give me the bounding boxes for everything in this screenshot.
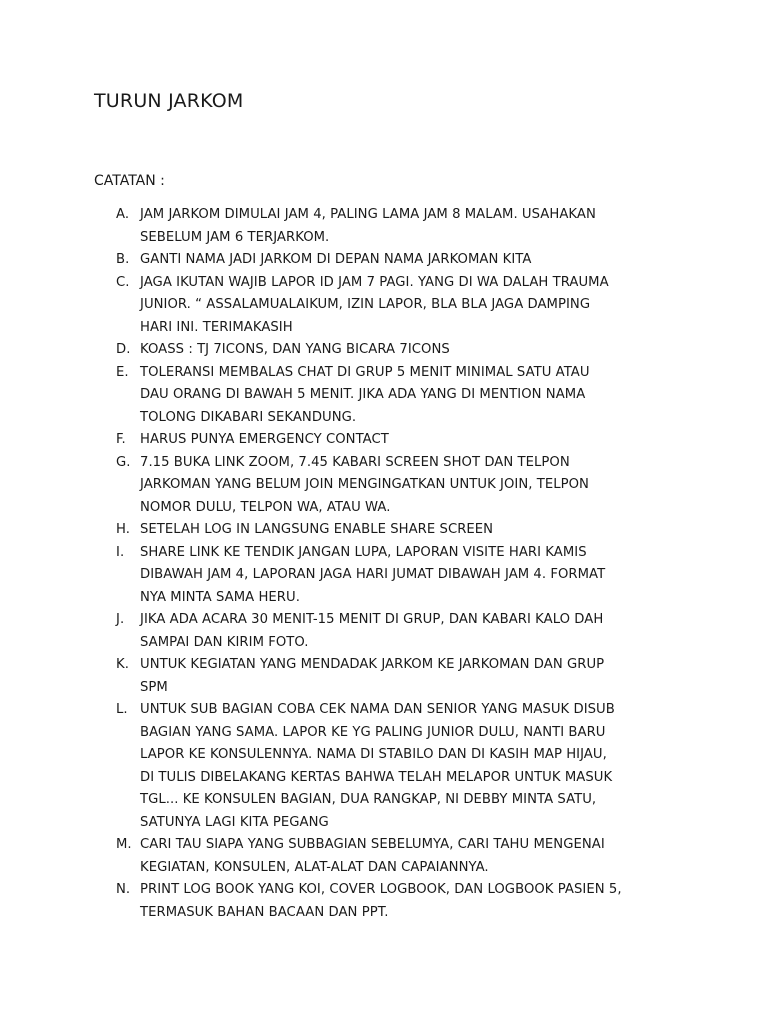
note-text-line: KEGIATAN, KONSULEN, ALAT-ALAT DAN CAPAIANNYA. [140,859,489,875]
note-text-line: HARI INI. TERIMAKASIH [140,319,293,335]
note-text-line: TOLONG DIKABARI SEKANDUNG. [140,409,357,425]
document-title: TURUN JARKOM [94,90,244,112]
note-item-i [94,542,674,610]
note-text-line: BAGIAN YANG SAMA. LAPOR KE YG PALING JUNIOR DULU, NANTI BARU [140,724,606,740]
note-marker: B. [116,252,130,267]
note-marker: N. [116,882,131,897]
note-text-line: LAPOR KE KONSULENNYA. NAMA DI STABILO DAN DI KASIH MAP HIJAU, [140,747,607,762]
note-text-line: DIBAWAH JAM 4, LAPORAN JAGA HARI JUMAT DIBAWAH JAM 4. FORMAT [140,567,606,582]
note-text-line: DI TULIS DIBELAKANG KERTAS BAHWA TELAH MELAPOR UNTUK MASUK [140,769,613,785]
note-text-line: SEBELUM JAM 6 TERJARKOM. [140,229,330,245]
note-item-k [94,654,674,699]
note-item-l [94,699,674,834]
note-text-line: SAMPAI DAN KIRIM FOTO. [140,634,309,650]
note-text-line: HARUS PUNYA EMERGENCY CONTACT [140,432,389,447]
note-marker: I. [116,544,125,560]
note-item-d [94,339,674,362]
note-text-line: JAM JARKOM DIMULAI JAM 4, PALING LAMA JAM 8 MALAM. USAHAKAN [140,207,596,222]
note-text-line: DAU ORANG DI BAWAH 5 MENIT. JIKA ADA YANG DI MENTION NAMA [140,387,586,402]
note-text-line: TGL... KE KONSULEN BAGIAN, DUA RANGKAP, NI DEBBY MINTA SATU, [140,792,597,807]
note-text-line: UNTUK KEGIATAN YANG MENDADAK JARKOM KE JARKOMAN DAN GRUP [140,657,605,672]
note-marker: J. [116,612,125,627]
note-item-b [94,249,674,272]
note-marker: E. [116,364,129,380]
notes-list [94,204,674,924]
note-item-g [94,452,674,520]
note-text-line: PRINT LOG BOOK YANG KOI, COVER LOGBOOK, DAN LOGBOOK PASIEN 5, [140,882,622,897]
note-item-c [94,272,674,340]
note-text-line: NYA MINTA SAMA HERU. [140,589,300,605]
note-item-e [94,362,674,430]
note-item-a [94,204,674,249]
note-text-line: TERMASUK BAHAN BACAAN DAN PPT. [140,904,389,920]
note-item-n [94,879,674,924]
note-marker: F. [116,432,126,447]
note-marker: D. [116,342,131,357]
note-text-line: NOMOR DULU, TELPON WA, ATAU WA. [140,499,391,515]
note-text-line: JIKA ADA ACARA 30 MENIT-15 MENIT DI GRUP, DAN KABARI KALO DAH [140,612,604,627]
note-text-line: SATUNYA LAGI KITA PEGANG [140,814,329,830]
note-marker: L. [116,702,128,717]
note-marker: K. [116,657,129,672]
note-text-line: 7.15 BUKA LINK ZOOM, 7.45 KABARI SCREEN SHOT DAN TELPON [140,454,570,470]
note-text-line: GANTI NAMA JADI JARKOM DI DEPAN NAMA JARKOMAN KITA [140,252,532,267]
note-text-line: UNTUK SUB BAGIAN COBA CEK NAMA DAN SENIOR YANG MASUK DISUB [140,702,615,717]
note-item-j [94,609,674,654]
note-marker: C. [116,274,130,290]
note-marker: G. [116,454,131,470]
note-text-line: TOLERANSI MEMBALAS CHAT DI GRUP 5 MENIT MINIMAL SATU ATAU [140,364,590,380]
note-text-line: SETELAH LOG IN LANGSUNG ENABLE SHARE SCREEN [140,522,494,537]
note-text-line: SPM [140,679,168,695]
note-marker: M. [116,837,132,852]
note-marker: H. [116,522,130,537]
note-text-line: JARKOMAN YANG BELUM JOIN MENGINGATKAN UNTUK JOIN, TELPON [140,477,589,492]
note-marker: A. [116,207,130,222]
note-item-h [94,519,674,542]
note-text-line: JUNIOR. “ ASSALAMUALAIKUM, IZIN LAPOR, BLA BLA JAGA DAMPING [140,297,591,312]
note-text-line: CARI TAU SIAPA YANG SUBBAGIAN SEBELUMYA, CARI TAHU MENGENAI [140,837,605,852]
note-item-m [94,834,674,879]
note-text-line: JAGA IKUTAN WAJIB LAPOR ID JAM 7 PAGI. YANG DI WA DALAH TRAUMA [140,274,609,290]
note-text-line: SHARE LINK KE TENDIK JANGAN LUPA, LAPORAN VISITE HARI KAMIS [140,544,587,560]
note-item-f [94,429,674,452]
note-text-line: KOASS : TJ 7ICONS, DAN YANG BICARA 7ICONS [140,342,450,357]
notes-label: CATATAN : [94,173,165,189]
